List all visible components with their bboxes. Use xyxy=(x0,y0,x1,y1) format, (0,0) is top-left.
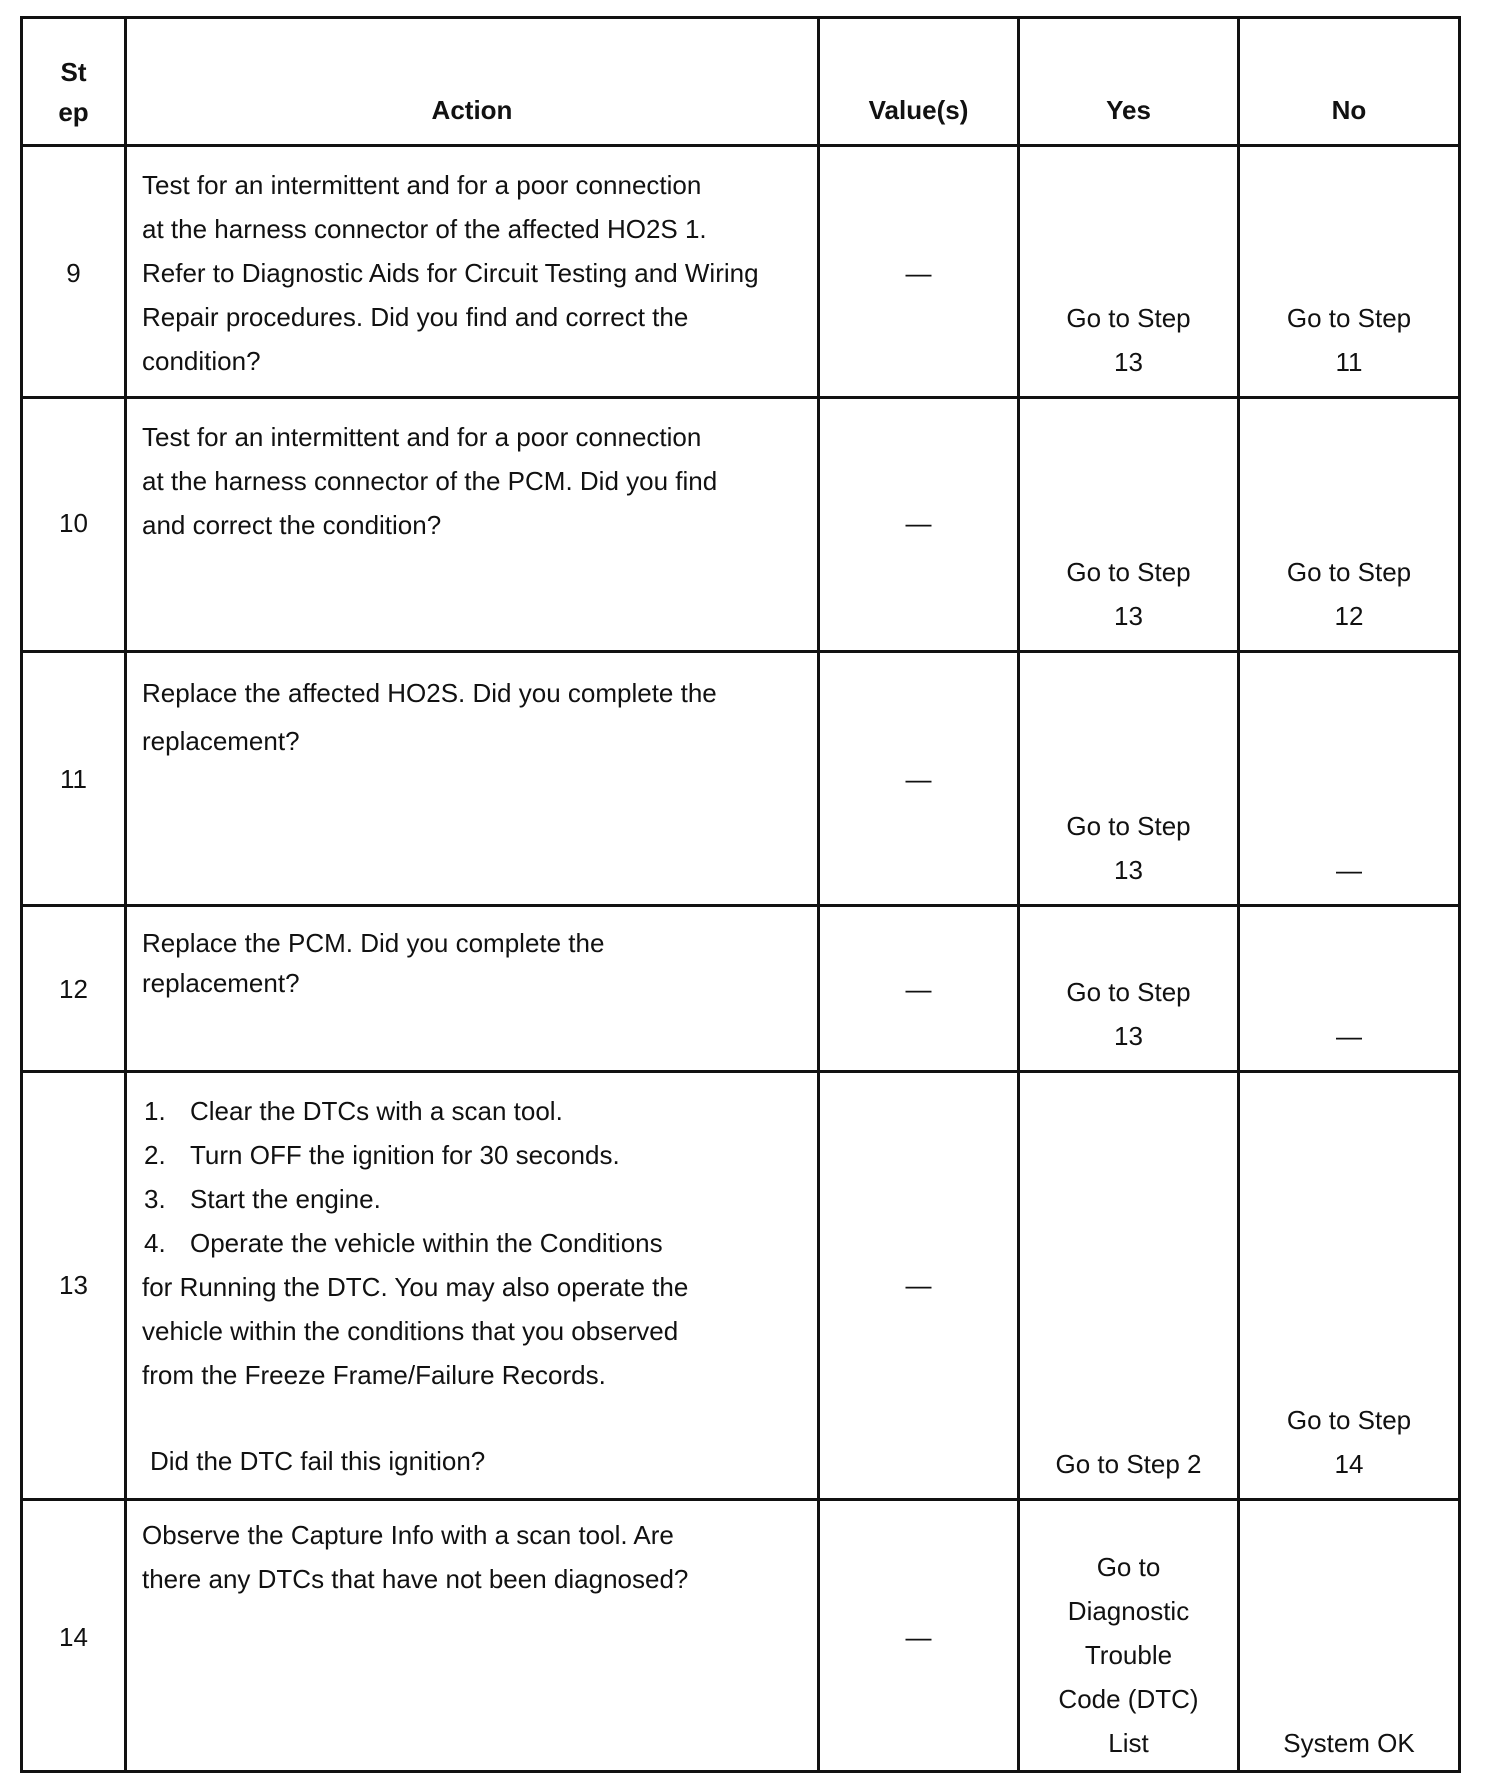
value-text: — xyxy=(905,974,932,1004)
action-line: Test for an intermittent and for a poor connection xyxy=(142,170,702,200)
value-cell xyxy=(820,399,1020,650)
yes-cell xyxy=(1020,1073,1240,1498)
yes-line: 13 xyxy=(1114,1021,1143,1051)
table-row xyxy=(23,653,1458,907)
yes-line: Go to Step xyxy=(1066,811,1191,841)
no-line: — xyxy=(1336,855,1362,885)
header-action-cell xyxy=(127,19,820,144)
step-cell xyxy=(23,1073,127,1498)
step-cell xyxy=(23,147,127,396)
action-line: replacement? xyxy=(142,726,300,756)
step-number: 11 xyxy=(60,764,87,794)
action-line: Replace the PCM. Did you complete the xyxy=(142,928,605,958)
action-line: vehicle within the conditions that you observed xyxy=(142,1316,679,1346)
header-no-label: No xyxy=(1331,95,1367,125)
yes-line: Go to Step 2 xyxy=(1055,1449,1202,1479)
no-line: Go to Step xyxy=(1286,1405,1412,1435)
no-line: Go to Step xyxy=(1286,557,1412,587)
value-cell xyxy=(820,1073,1020,1498)
action-line: Test for an intermittent and for a poor connection xyxy=(142,422,702,452)
action-line: condition? xyxy=(142,346,261,376)
table-row xyxy=(23,907,1458,1073)
no-cell xyxy=(1240,907,1458,1070)
yes-line: 13 xyxy=(1114,601,1143,631)
no-cell xyxy=(1240,1501,1458,1773)
action-cell xyxy=(127,399,820,650)
step-cell xyxy=(23,1501,127,1773)
action-question: Did the DTC fail this ignition? xyxy=(150,1446,486,1476)
list-item: 3. Start the engine. xyxy=(144,1184,381,1214)
no-cell xyxy=(1240,147,1458,396)
no-line: 14 xyxy=(1334,1449,1364,1479)
no-line: 11 xyxy=(1335,347,1363,377)
header-yes-cell xyxy=(1020,19,1240,144)
step-number: 9 xyxy=(66,258,81,288)
no-line: System OK xyxy=(1283,1728,1415,1758)
value-cell xyxy=(820,653,1020,904)
action-steps-list xyxy=(142,1089,797,1265)
step-cell xyxy=(23,399,127,650)
header-values-label: Value(s) xyxy=(868,95,969,125)
table-row xyxy=(23,399,1458,653)
value-text: — xyxy=(905,258,932,288)
list-item: 1. Clear the DTCs with a scan tool. xyxy=(144,1096,563,1126)
no-cell xyxy=(1240,1073,1458,1498)
yes-cell xyxy=(1020,653,1240,904)
no-cell xyxy=(1240,653,1458,904)
action-line: and correct the condition? xyxy=(142,510,442,540)
action-line: from the Freeze Frame/Failure Records. xyxy=(142,1360,606,1390)
action-cell xyxy=(127,147,820,396)
action-cell xyxy=(127,1501,820,1773)
yes-line: Go to Step xyxy=(1066,557,1191,587)
header-step-label-1: St xyxy=(60,57,87,87)
value-cell xyxy=(820,147,1020,396)
action-line: replacement? xyxy=(142,968,300,998)
step-number: 12 xyxy=(59,974,88,1004)
yes-line: List xyxy=(1108,1728,1149,1758)
yes-line: 13 xyxy=(1114,347,1143,377)
no-cell xyxy=(1240,399,1458,650)
step-number: 14 xyxy=(59,1622,88,1652)
table-header-row xyxy=(23,19,1458,147)
header-step-cell xyxy=(23,19,127,144)
diagnostic-table xyxy=(20,16,1461,1773)
yes-cell xyxy=(1020,147,1240,396)
value-text: — xyxy=(905,764,932,794)
yes-line: 13 xyxy=(1114,855,1143,885)
yes-line: Trouble xyxy=(1084,1640,1173,1670)
step-number: 13 xyxy=(59,1270,88,1300)
value-cell xyxy=(820,1501,1020,1773)
action-line: there any DTCs that have not been diagnosed? xyxy=(142,1564,689,1594)
yes-line: Go to xyxy=(1096,1552,1161,1582)
yes-line: Go to Step xyxy=(1066,977,1191,1007)
value-text: — xyxy=(905,508,932,538)
header-action-label: Action xyxy=(431,95,513,125)
step-cell xyxy=(23,653,127,904)
list-item: 4. Operate the vehicle within the Conditions xyxy=(144,1228,663,1258)
header-values-cell xyxy=(820,19,1020,144)
action-cell xyxy=(127,907,820,1070)
yes-cell xyxy=(1020,399,1240,650)
yes-cell xyxy=(1020,1501,1240,1773)
yes-line: Code (DTC) xyxy=(1058,1684,1199,1714)
action-line: at the harness connector of the PCM. Did you find xyxy=(142,466,718,496)
action-line: Refer to Diagnostic Aids for Circuit Testing and Wiring xyxy=(142,258,759,288)
action-line: Repair procedures. Did you find and correct the xyxy=(142,302,689,332)
header-no-cell xyxy=(1240,19,1458,144)
action-line: at the harness connector of the affected HO2S 1. xyxy=(142,214,707,244)
table-row xyxy=(23,1501,1458,1773)
action-line: for Running the DTC. You may also operate the xyxy=(142,1272,689,1302)
list-item: 2. Turn OFF the ignition for 30 seconds. xyxy=(144,1140,620,1170)
no-line: Go to Step xyxy=(1286,303,1412,333)
action-cell xyxy=(127,1073,820,1498)
no-line: — xyxy=(1336,1021,1362,1051)
action-line: Observe the Capture Info with a scan tool. Are xyxy=(142,1520,674,1550)
value-text: — xyxy=(905,1622,932,1652)
step-number: 10 xyxy=(59,508,88,538)
value-cell xyxy=(820,907,1020,1070)
table-row xyxy=(23,1073,1458,1501)
yes-line: Go to Step xyxy=(1066,303,1191,333)
no-line: 12 xyxy=(1334,601,1364,631)
yes-line: Diagnostic xyxy=(1067,1596,1190,1626)
value-text: — xyxy=(905,1270,932,1300)
action-line: Replace the affected HO2S. Did you complete the xyxy=(142,678,717,708)
yes-cell xyxy=(1020,907,1240,1070)
table-row xyxy=(23,147,1458,399)
header-step-label-2: ep xyxy=(58,97,89,127)
action-cell xyxy=(127,653,820,904)
step-cell xyxy=(23,907,127,1070)
header-yes-label: Yes xyxy=(1106,95,1151,125)
